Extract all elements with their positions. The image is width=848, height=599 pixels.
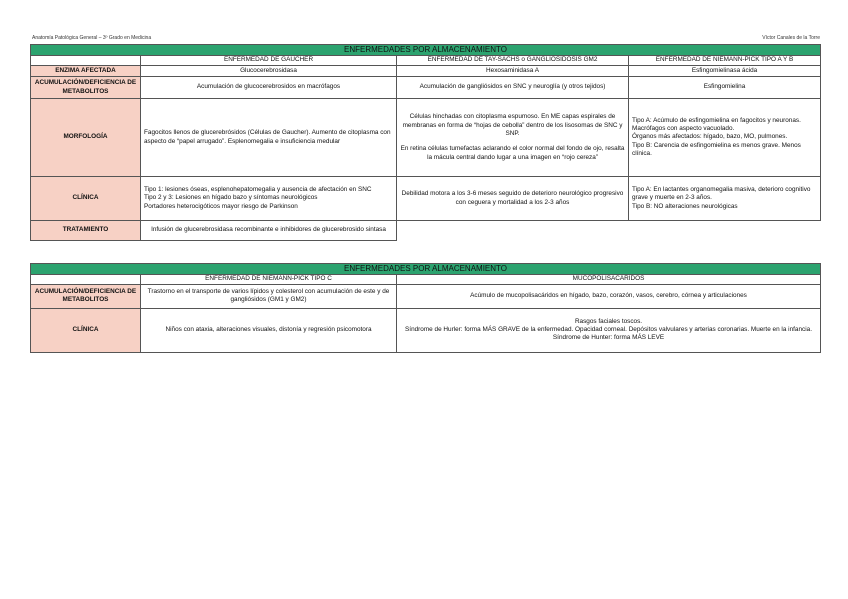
niemann-morfologia-tipo-a: Tipo A: Acúmulo de esfingomielina en fagocitos y neuronas. Macrófagos con aspecto vacuolado. bbox=[632, 116, 801, 133]
cell-niemann-pick-c-acumulacion: Trastorno en el transporte de varios lípidos y colesterol con acumulación de este y de gangliósidos (GM1 y GM2) bbox=[141, 284, 397, 308]
cell-mucopolisacaridos-clinica bbox=[397, 308, 821, 352]
niemann-morfologia-organos: Órganos más afectados: hígado, bazo, MO, pulmones. bbox=[632, 133, 788, 141]
cell-niemann-pick-c-clinica: Niños con ataxia, alteraciones visuales, distonía y regresión psicomotora bbox=[141, 308, 397, 352]
muco-clinica-hunter: Síndrome de Hunter: forma MÁS LEVE bbox=[552, 334, 665, 342]
niemann-clinica-tipo-a: Tipo A: En lactantes organomegalia masiva, deterioro cognitivo grave y muerte en 2-3 años. bbox=[632, 186, 811, 202]
table-title: ENFERMEDADES POR ALMACENAMIENTO bbox=[31, 45, 821, 56]
row-header-acumulacion: ACUMULACIÓN/DEFICIENCIA DE METABOLITOS bbox=[31, 77, 141, 99]
gaucher-clinica-tipo23: Tipo 2 y 3: Lesiones en hígado bazo y síntomas neurológicos bbox=[144, 194, 318, 202]
column-header-gaucher: ENFERMEDAD DE GAUCHER bbox=[141, 56, 397, 65]
cell-tay-sachs-enzima: Hexosaminidasa A bbox=[397, 65, 629, 76]
cell-gaucher-morfologia: Fagocitos llenos de glucerebrósidos (Células de Gaucher). Aumento de citoplasma con aspecto de “papel arrugado”. Esplenomegalia e insuficiencia medular bbox=[141, 99, 397, 177]
column-header-niemann-pick-c: ENFERMEDAD DE NIEMANN-PICK TIPO C bbox=[141, 275, 397, 284]
row-header-clinica: CLÍNICA bbox=[31, 308, 141, 352]
row-header-morfologia: MORFOLOGÍA bbox=[31, 99, 141, 177]
row-header-tratamiento: TRATAMIENTO bbox=[31, 221, 141, 241]
cell-niemann-pick-morfologia bbox=[629, 99, 821, 177]
niemann-clinica-tipo-b: Tipo B: NO alteraciones neurológicas bbox=[632, 202, 738, 210]
cell-mucopolisacaridos-acumulacion: Acúmulo de mucopolisacáridos en hígado, bazo, corazón, vasos, cerebro, córnea y articulaciones bbox=[397, 284, 821, 308]
column-header-niemann-pick-ab: ENFERMEDAD DE NIEMANN-PICK TIPO A Y B bbox=[629, 56, 821, 65]
row-header-acumulacion: ACUMULACIÓN/DEFICIENCIA DE METABOLITOS bbox=[31, 284, 141, 308]
storage-diseases-table-1 bbox=[30, 44, 821, 241]
tay-sachs-morfologia-p1: Células hinchadas con citoplasma espumoso. En ME capas espirales de membranas en forma de “hojas de cebolla” dentro de los lisosomas de SNC y SNP. bbox=[402, 113, 623, 137]
cell-tay-sachs-clinica: Debilidad motora a los 3-6 meses seguido de deterioro neurológico progresivo con ceguera y mortalidad a los 2-3 años bbox=[397, 177, 629, 221]
empty-cell bbox=[397, 221, 821, 241]
cell-niemann-pick-clinica bbox=[629, 177, 821, 221]
cell-niemann-pick-enzima: Esfingomielinasa ácida bbox=[629, 65, 821, 76]
column-header-mucopolisacaridos: MUCOPOLISACÁRIDOS bbox=[397, 275, 821, 284]
column-header-tay-sachs: ENFERMEDAD DE TAY-SACHS o GANGLIOSIDOSIS GM2 bbox=[397, 56, 629, 65]
muco-clinica-hurler: Síndrome de Hurler: forma MÁS GRAVE de la enfermedad. Opacidad corneal. Depósitos valvulares y arterias coronarias. Muerte en la infancia. bbox=[405, 326, 812, 334]
row-header-clinica: CLÍNICA bbox=[31, 177, 141, 221]
table-title: ENFERMEDADES POR ALMACENAMIENTO bbox=[31, 264, 821, 275]
cell-gaucher-tratamiento: Infusión de glucerebrosidasa recombinante e inhibidores de glucerebrosido sintasa bbox=[141, 221, 397, 241]
storage-diseases-table-2 bbox=[30, 263, 821, 353]
cell-tay-sachs-morfologia bbox=[397, 99, 629, 177]
corner-cell bbox=[31, 56, 141, 65]
document-header-right: Víctor Canales de la Torre bbox=[762, 35, 820, 41]
document-header-left: Anatomía Patológica General – 3º Grado en Medicina bbox=[32, 35, 152, 41]
muco-clinica-rasgos: Rasgos faciales toscos. bbox=[574, 317, 643, 325]
row-header-enzima: ENZIMA AFECTADA bbox=[31, 65, 141, 76]
cell-gaucher-clinica bbox=[141, 177, 397, 221]
cell-niemann-pick-acumulacion: Esfingomielina bbox=[629, 77, 821, 99]
corner-cell bbox=[31, 275, 141, 284]
tay-sachs-morfologia-p2: En retina células tumefactas aclarando el color normal del fondo de ojo, resalta la mácula central dando lugar a una imagen en “rojo cereza” bbox=[400, 145, 625, 161]
gaucher-clinica-tipo1: Tipo 1: lesiones óseas, esplenohepatomegalia y ausencia de afectación en SNC bbox=[144, 186, 372, 194]
gaucher-clinica-portadores: Portadores heterocigóticos mayor riesgo de Parkinson bbox=[144, 202, 298, 210]
cell-gaucher-enzima: Glucocerebrosidasa bbox=[141, 65, 397, 76]
cell-gaucher-acumulacion: Acumulación de glucocerebrosidos en macrófagos bbox=[141, 77, 397, 99]
cell-tay-sachs-acumulacion: Acumulación de gangliósidos en SNC y neuroglía (y otros tejidos) bbox=[397, 77, 629, 99]
niemann-morfologia-tipo-b: Tipo B: Carencia de esfingomielina es menos grave. Menos clínica. bbox=[632, 141, 801, 158]
